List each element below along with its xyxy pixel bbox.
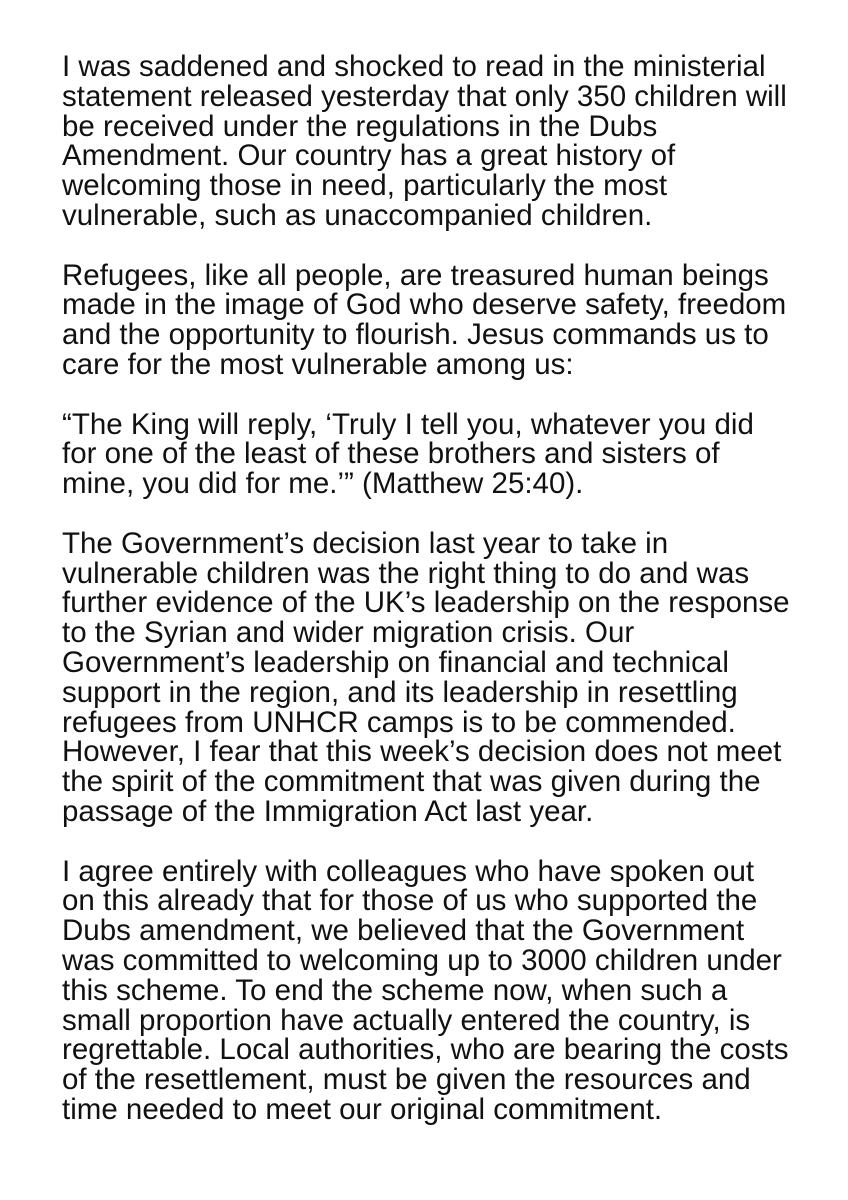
text-line: refugees from UNHCR camps is to be commended. [62, 705, 736, 739]
text-line: Dubs amendment, we believed that the Government [62, 914, 745, 948]
text-line: The Government’s decision last year to take in [62, 526, 669, 560]
text-line: the spirit of the commitment that was given during the [62, 765, 761, 799]
text-line: further evidence of the UK’s leadership on the response [62, 586, 790, 620]
text-line: I was saddened and shocked to read in the ministerial [62, 50, 766, 83]
text-line: and the opportunity to flourish. Jesus commands us to [62, 318, 769, 352]
text-line: this scheme. To end the scheme now, when such a [62, 973, 728, 1007]
text-line: Amendment. Our country has a great history of [62, 139, 676, 173]
text-line: mine, you did for me.’” (Matthew 25:40). [62, 467, 584, 501]
text-line: of the resettlement, must be given the resources and [62, 1063, 751, 1097]
paragraph-5 [62, 854, 792, 1126]
text-line: I agree entirely with colleagues who have spoken out [62, 854, 755, 888]
text-line: time needed to meet our original commitment. [62, 1092, 663, 1126]
paragraph-1 [62, 52, 792, 231]
text-line: support in the region, and its leadership in resettling [62, 675, 738, 709]
text-line: small proportion have actually entered the country, is [62, 1003, 751, 1037]
text-line: Refugees, like all people, are treasured human beings [62, 258, 769, 292]
text-line: passage of the Immigration Act last year. [62, 794, 594, 828]
text-line: made in the image of God who deserve safety, freedom [62, 288, 787, 322]
paragraph-2 [62, 258, 792, 381]
paragraph-4 [62, 526, 792, 828]
text-line: for one of the least of these brothers and sisters of [62, 437, 720, 471]
text-line: welcoming those in need, particularly the most [62, 169, 668, 203]
text-line: to the Syrian and wider migration crisis. Our [62, 616, 635, 650]
text-line: Government’s leadership on financial and technical [62, 645, 729, 679]
text-line: on this already that for those of us who supported the [62, 884, 758, 918]
text-line: care for the most vulnerable among us: [62, 347, 574, 381]
text-line: regrettable. Local authorities, who are bearing the costs [62, 1033, 789, 1067]
text-line: “The King will reply, ‘Truly I tell you, whatever you did [62, 407, 754, 441]
letter-body [62, 52, 792, 1125]
text-line: However, I fear that this week’s decision does not meet [62, 735, 782, 769]
text-line: was committed to welcoming up to 3000 children under [62, 943, 782, 977]
scripture-quote [62, 407, 792, 501]
text-line: statement released yesterday that only 350 children will [62, 79, 787, 113]
text-line: vulnerable, such as unaccompanied children. [62, 198, 653, 232]
text-line: vulnerable children was the right thing to do and was [62, 556, 750, 590]
text-line: be received under the regulations in the Dubs [62, 109, 658, 143]
